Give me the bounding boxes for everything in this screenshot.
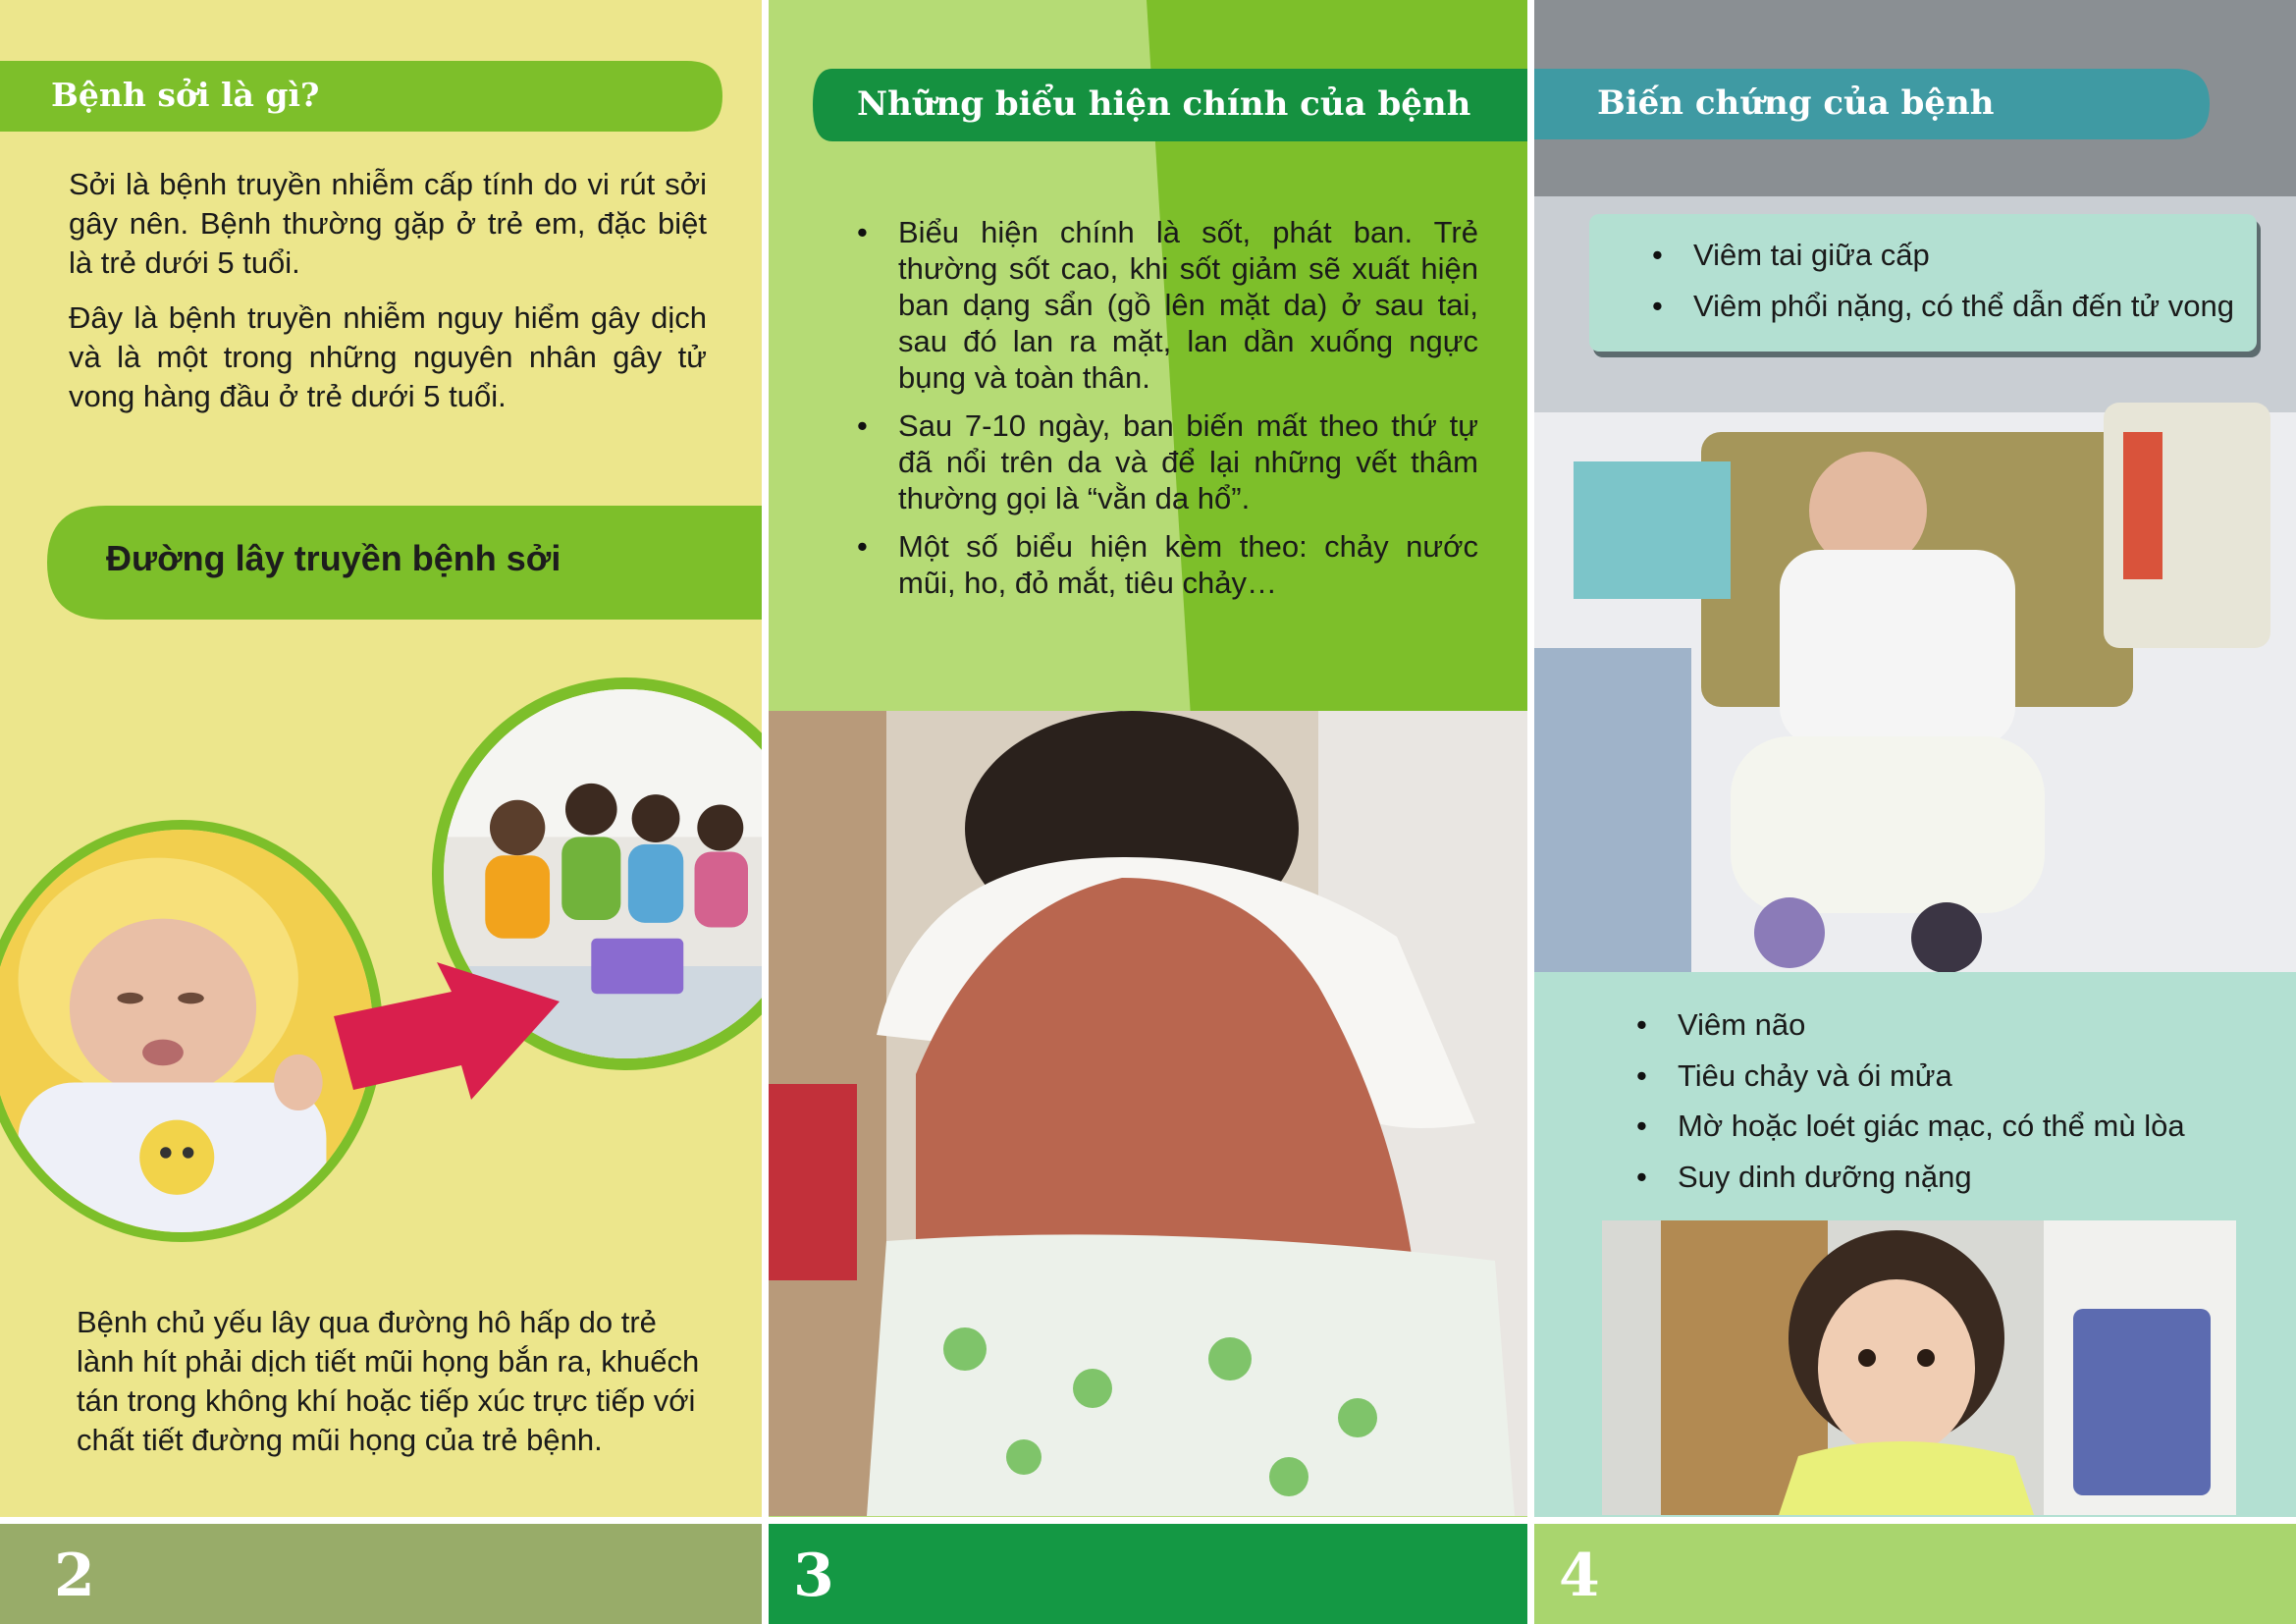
footer-page-4	[1534, 1524, 2296, 1624]
page-number-2: 2	[54, 1542, 95, 1610]
complications-list-bottom	[1634, 1000, 2263, 1202]
complication-item: • Viêm phổi nặng, có thể dẫn đến tử vong	[1650, 281, 2239, 332]
panel-page-2	[0, 0, 762, 1624]
transmission-text: Bệnh chủ yếu lây qua đường hô hấp do trẻ lành hít phải dịch tiết mũi họng bắn ra, khuếch tán trong không khí hoặc tiếp xúc trực tiếp với chất tiết đường mũi họng của trẻ bệnh.	[77, 1305, 700, 1457]
symptom-item: • Biểu hiện chính là sốt, phát ban. Trẻ thường sốt cao, khi sốt giảm sẽ xuất hiện ban dạng sẩn (gồ lên mặt da) ở sau tai, sau đó lan ra mặt, lan dần xuống ngực bụng và toàn thân.	[855, 214, 1478, 396]
panel-page-4	[1534, 0, 2296, 1624]
complications-box-top	[1589, 214, 2257, 352]
panel-divider	[1527, 0, 1534, 1624]
complication-item: • Suy dinh dưỡng nặng	[1634, 1152, 2263, 1203]
heading-complications: Biến chứng của bệnh	[1597, 83, 1995, 123]
panel-page-3	[769, 0, 1527, 1624]
complications-list-top	[1650, 230, 2239, 332]
transmission-arrow-icon	[334, 962, 569, 1110]
symptom-item: • Sau 7-10 ngày, ban biến mất theo thứ tự đã nổi trên da và để lại những vết thâm thường gọi là “vằn da hổ”.	[855, 407, 1478, 516]
hospital-baby-photo	[1534, 0, 2296, 972]
symptom-item: • Một số biểu hiện kèm theo: chảy nước mũi, ho, đỏ mắt, tiêu chảy…	[855, 528, 1478, 601]
heading-what-is-measles: Bệnh sởi là gì?	[51, 76, 320, 114]
para-definition: Sởi là bệnh truyền nhiễm cấp tính do vi rút sởi gây nên. Bệnh thường gặp ở trẻ em, đặc biệt là trẻ dưới 5 tuổi.	[69, 167, 707, 280]
para-danger: Đây là bệnh truyền nhiễm nguy hiểm gây dịch và là một trong những nguyên nhân gây tử vong hàng đầu ở trẻ dưới 5 tuổi.	[69, 300, 707, 413]
complication-item: • Viêm não	[1634, 1000, 2263, 1051]
complication-item: • Tiêu chảy và ói mửa	[1634, 1051, 2263, 1102]
symptoms-list	[855, 214, 1478, 601]
complication-item: • Viêm tai giữa cấp	[1650, 230, 2239, 281]
page-number-3: 3	[793, 1542, 834, 1610]
page-number-4: 4	[1559, 1542, 1600, 1610]
complication-item: • Mờ hoặc loét giác mạc, có thể mù lòa	[1634, 1101, 2263, 1152]
footer-page-2	[0, 1524, 762, 1624]
heading-symptoms: Những biểu hiện chính của bệnh	[857, 84, 1471, 124]
child-rash-photo	[769, 711, 1527, 1516]
footer-page-3	[769, 1524, 1527, 1624]
baby-photo	[0, 820, 383, 1242]
toddler-photo	[1602, 1220, 2236, 1515]
heading-transmission: Đường lây truyền bệnh sởi	[106, 538, 561, 578]
panel-divider	[762, 0, 769, 1624]
footer-divider	[0, 1517, 2296, 1524]
intro-text	[69, 165, 707, 416]
